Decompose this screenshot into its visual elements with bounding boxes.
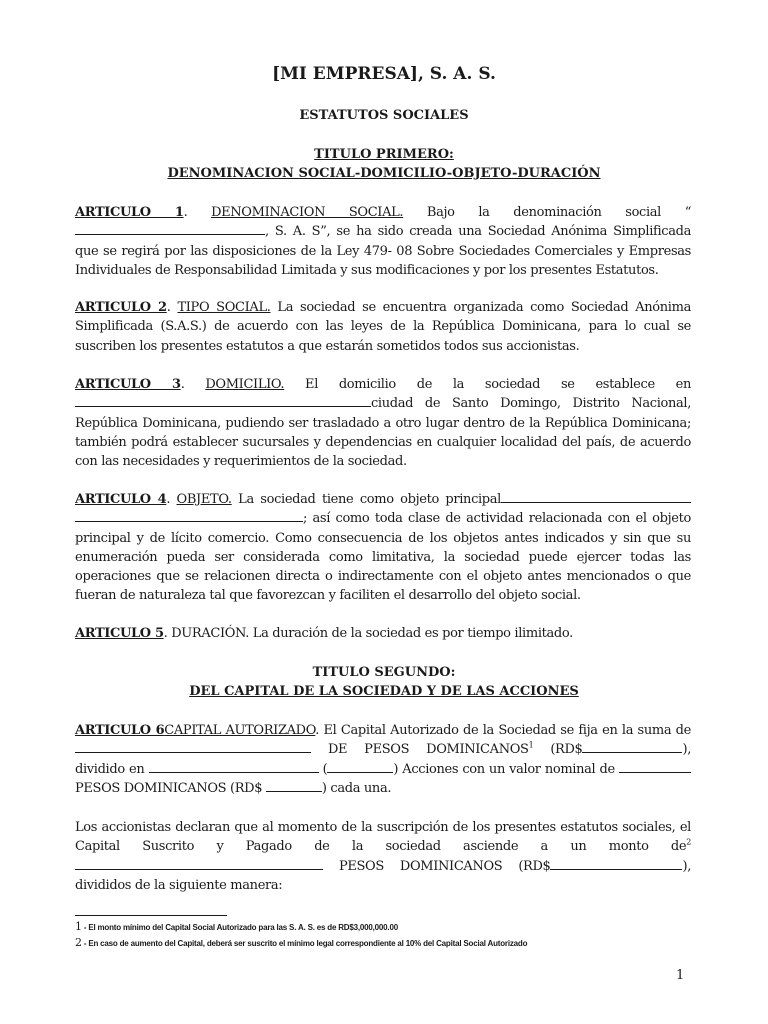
articulo-4-label: ARTICULO 4 <box>75 492 167 507</box>
articulo-6-text-f: ) Acciones con un valor nominal de <box>393 761 619 777</box>
page-number: 1 <box>676 968 685 983</box>
footnote-ref-2: 2 <box>686 837 691 847</box>
articulo-4: ARTICULO 4. OBJETO. La sociedad tiene como objeto principal ; así como toda clase de actividad relacionada con el objeto principal y de lícito comercio. Como consecuencia de los objetos antes indicados y sin que su enumeración pueda ser considerada como limitativa, la sociedad puede ejercer todas las operaciones que se relacionen directa o indirectamente con el objeto antes mencionados o que fueran de naturaleza tal que favorezcan y faciliten el desarrollo del objeto social. <box>75 492 691 604</box>
blank-field <box>550 857 682 870</box>
blank-field <box>582 740 682 753</box>
articulo-1-text-b: , S. A. S”, se ha sido creada una Sociedad Anónima Simplificada que se regirá por las disposiciones de la Ley 479- 08 Sobre Sociedades Comerciales y Empresas Individuales de Responsabilidad Limitada y sus modificaciones y por los presentes Estatutos. <box>75 224 691 278</box>
blank-field <box>266 779 322 792</box>
articulo-6-text-b: DE PESOS DOMINICANOS <box>311 742 529 758</box>
articulo-3-label: ARTICULO 3 <box>75 377 181 392</box>
document-title: [MI EMPRESA], S. A. S. <box>272 64 496 84</box>
articulo-3-text-b: ciudad de Santo Domingo, Distrito Nacional, República Dominicana, pudiendo ser trasladado a otro lugar dentro de la República Dominicana; también podrá establecer sucursales y dependencias en cualquier localidad del país, de acuerdo con las necesidades y requerimientos de la sociedad. <box>75 396 691 470</box>
articulo-6-text-h: ) cada una. <box>321 780 392 796</box>
footnote-ref-1: 1 <box>528 740 534 750</box>
articulo-6-name: CAPITAL AUTORIZADO <box>164 723 316 738</box>
articulo-6-text-c: (RD$ <box>533 742 583 758</box>
articulo-6-text-a: . El Capital Autorizado de la Sociedad se fija en la suma de <box>315 723 691 738</box>
blank-field <box>619 760 691 773</box>
articulo-6 <box>75 721 691 798</box>
blank-field <box>75 222 265 235</box>
titulo-segundo-heading: TITULO SEGUNDO: <box>312 665 456 680</box>
articulo-6-text-e: ( <box>318 761 328 777</box>
articulo-6-text-g: PESOS DOMINICANOS (RD$ <box>75 780 266 796</box>
titulo-segundo-subheading: DEL CAPITAL DE LA SOCIEDAD Y DE LAS ACCIONES <box>189 684 579 699</box>
footnote-1-text: - El monto mínimo del Capital Social Autorizado para las S. A. S. es de RD$3,000,000.00 <box>81 923 398 932</box>
titulo-primero-subheading: DENOMINACION SOCIAL-DOMICILIO-OBJETO-DURACIÓN <box>167 166 601 181</box>
footnote-1 <box>75 920 398 933</box>
footnote-2-number: 2 <box>75 936 82 949</box>
articulo-2-label: ARTICULO 2 <box>75 300 167 315</box>
articulo-6-label: ARTICULO 6 <box>75 723 165 738</box>
blank-field <box>75 740 311 753</box>
footnote-divider <box>75 915 227 916</box>
articulo-2-text: La sociedad se encuentra organizada como Sociedad Anónima Simplificada (S.A.S.) de acuerdo con las leyes de la República Dominicana, para lo cual se suscriben los presentes estatutos a que estarán sometidos todos sus accionistas. <box>75 300 691 354</box>
articulo-3-text-a: El domicilio de la sociedad se establece en <box>284 377 691 392</box>
document-subtitle: ESTATUTOS SOCIALES <box>299 108 469 123</box>
blank-field <box>75 509 303 522</box>
titulo-primero-heading: TITULO PRIMERO: <box>314 147 454 162</box>
capital-suscrito-text-c: ), divididos de la siguiente manera: <box>75 858 691 893</box>
capital-suscrito-text-b: PESOS DOMINICANOS (RD$ <box>323 858 551 874</box>
blank-field <box>327 760 393 773</box>
footnote-2-text: - En caso de aumento del Capital, deberá ser suscrito el mínimo legal correspondiente al 10% del Capital Social Autorizado <box>81 939 528 948</box>
capital-suscrito-text-a: Los accionistas declaran que al momento de la suscripción de los presentes estatutos sociales, el Capital Suscrito y Pagado de la sociedad asciende a un monto de <box>75 820 691 855</box>
articulo-4-text-a: La sociedad tiene como objeto principal <box>231 492 501 507</box>
blank-field <box>149 760 319 773</box>
footnote-2 <box>75 936 527 949</box>
articulo-5 <box>75 624 691 643</box>
articulo-5-label: ARTICULO 5 <box>75 626 164 641</box>
articulo-1: ARTICULO 1. DENOMINACION SOCIAL. Bajo la denominación social “, S. A. S”, se ha sido creada una Sociedad Anónima Simplificada que se regirá por las disposiciones de la Ley 479- 08 Sobre Sociedades Comerciales y Empresas Individuales de Responsabilidad Limitada y sus modificaciones y por los presentes Estatutos. <box>75 205 691 278</box>
blank-field <box>75 394 371 407</box>
articulo-4-text-b: ; así como toda clase de actividad relacionada con el objeto principal y de lícito comercio. Como consecuencia de los objetos antes indicados y sin que su enumeración pueda ser considerada como limitativa, la sociedad puede ejercer todas las operaciones que se relacionen directa o indirectamente con el objeto antes mencionados o que fueran de naturaleza tal que favorezcan y faciliten el desarrollo del objeto social. <box>75 511 691 604</box>
articulo-3-name: DOMICILIO. <box>205 377 285 392</box>
articulo-6-text-d: ), dividido en <box>75 742 691 777</box>
articulo-5-text: . DURACIÓN. La duración de la sociedad es por tiempo ilimitado. <box>163 626 573 641</box>
articulo-4-name: OBJETO. <box>176 492 232 507</box>
capital-suscrito-paragraph <box>75 818 691 895</box>
articulo-2-name: TIPO SOCIAL. <box>177 300 271 315</box>
blank-field <box>75 857 323 870</box>
blank-field <box>501 490 691 503</box>
articulo-1-name: DENOMINACION SOCIAL. <box>211 205 404 220</box>
articulo-1-text-a: Bajo la denominación social “ <box>403 205 691 220</box>
footnote-1-number: 1 <box>75 920 82 933</box>
articulo-3: ARTICULO 3. DOMICILIO. El domicilio de la sociedad se establece en ciudad de Santo Domingo, Distrito Nacional, República Dominicana, pudiendo ser trasladado a otro lugar dentro de la República Dominicana; también podrá establecer sucursales y dependencias en cualquier localidad del país, de acuerdo con las necesidades y requerimientos de la sociedad. <box>75 377 691 470</box>
articulo-1-label: ARTICULO 1 <box>75 205 184 220</box>
articulo-2: ARTICULO 2. TIPO SOCIAL. La sociedad se encuentra organizada como Sociedad Anónima Simplificada (S.A.S.) de acuerdo con las leyes de la República Dominicana, para lo cual se suscriben los presentes estatutos a que estarán sometidos todos sus accionistas. <box>75 300 691 354</box>
